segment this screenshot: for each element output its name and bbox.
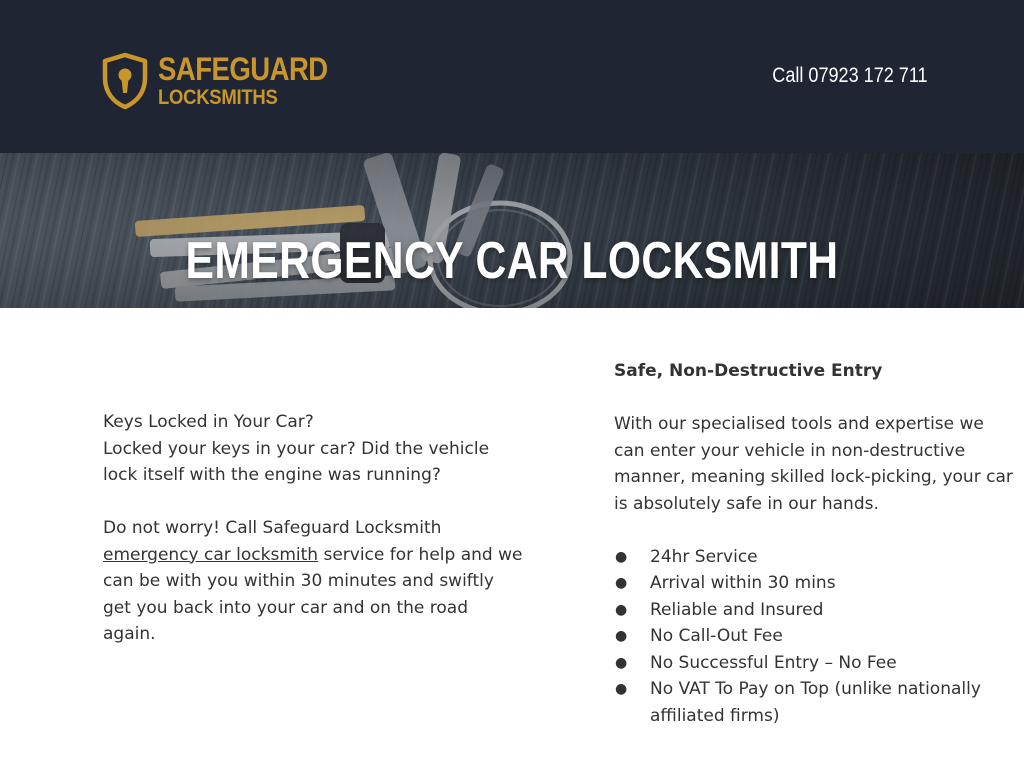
intro-paragraph <box>103 409 523 489</box>
bullet-icon: ● <box>615 654 628 671</box>
cta-paragraph <box>103 515 523 648</box>
bullet-icon: ● <box>615 628 628 644</box>
site-logo[interactable] <box>100 50 328 114</box>
feature-text: Reliable and Insured <box>650 599 824 620</box>
list-item <box>614 650 1014 677</box>
cta-text-after: service for help and we can be with you within 30 minutes and swiftly get you back into your car and on the road again. <box>103 544 523 644</box>
feature-text: No VAT To Pay on Top (unlike nationally affiliated firms) <box>650 679 981 726</box>
feature-text: No Successful Entry – No Fee <box>650 652 897 673</box>
bullet-icon: ● <box>615 575 628 591</box>
right-column <box>614 358 1014 729</box>
site-header <box>0 0 1024 153</box>
feature-text: No Call-Out Fee <box>650 626 783 646</box>
logo-text-secondary: LOCKSMITHS <box>158 86 278 109</box>
bullet-icon: ● <box>615 601 628 618</box>
shield-keyhole-icon <box>100 52 150 110</box>
hero-banner <box>0 153 1024 308</box>
page-title: EMERGENCY CAR LOCKSMITH <box>185 231 839 290</box>
intro-text: Locked your keys in your car? Did the vehicle lock itself with the engine was running? <box>103 438 490 485</box>
list-item <box>614 676 1014 729</box>
section-paragraph: With our specialised tools and expertise we can enter your vehicle in non-destructive manner, meaning skilled lock-picking, your car is absolutely safe in our hands. <box>614 414 1013 514</box>
list-item <box>614 544 1014 571</box>
list-item <box>614 623 1014 650</box>
list-item <box>614 597 1014 624</box>
intro-question: Keys Locked in Your Car? <box>103 412 314 432</box>
section-heading: Safe, Non-Destructive Entry <box>614 361 883 381</box>
feature-text: Arrival within 30 mins <box>650 573 836 593</box>
emergency-car-locksmith-link[interactable]: emergency car locksmith <box>103 544 319 565</box>
bullet-icon: ● <box>615 548 628 565</box>
bullet-icon: ● <box>615 681 628 697</box>
feature-text: 24hr Service <box>650 546 758 567</box>
call-phone-link[interactable]: Call 07923 172 711 <box>772 64 928 87</box>
left-column <box>103 409 523 674</box>
list-item <box>614 570 1014 597</box>
feature-list <box>614 544 1014 730</box>
cta-text-before: Do not worry! Call Safeguard Locksmith <box>103 518 442 538</box>
logo-text-primary: SAFEGUARD <box>158 51 328 87</box>
